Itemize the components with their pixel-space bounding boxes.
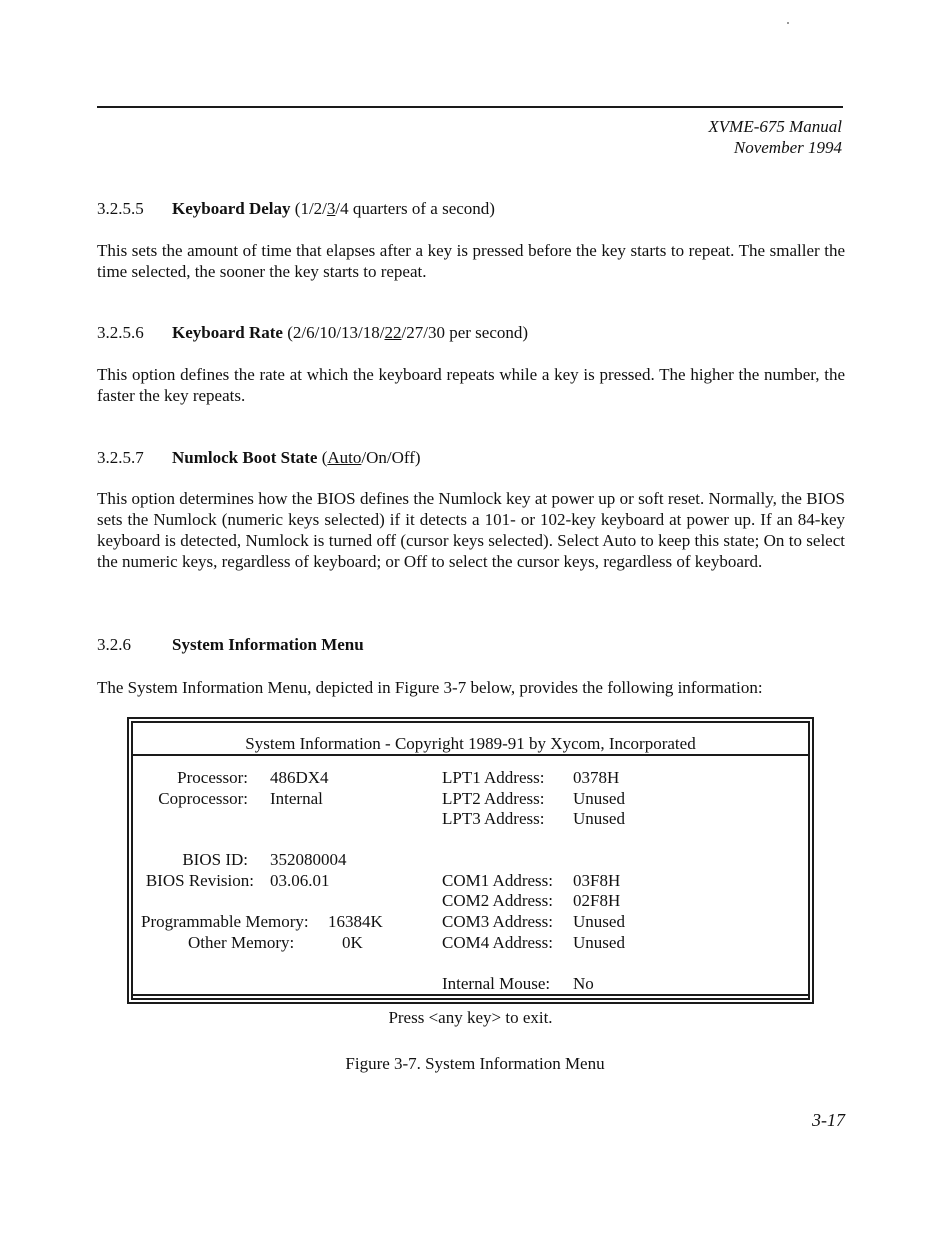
processor-label: Processor: (177, 768, 248, 787)
bios-id-value: 352080004 (270, 850, 347, 869)
figure-caption: Figure 3-7. System Information Menu (345, 1054, 605, 1073)
com2-value: 02F8H (573, 891, 621, 910)
coprocessor-value: Internal (270, 789, 323, 808)
figure-footer-divider (131, 994, 810, 996)
coprocessor-label: Coprocessor: (158, 789, 248, 808)
programmable-memory-label: Programmable Memory: (141, 912, 309, 931)
com3-label: COM3 Address: (442, 912, 553, 931)
options-pre: ( (321, 448, 328, 467)
section-number: 3.2.5.5 (97, 199, 144, 218)
section-title: Keyboard Rate (172, 323, 283, 342)
scan-speck (787, 22, 789, 24)
section-body-keyboard-rate: This option defines the rate at which the keyboard repeats while a key is pressed. The higher the number, the faster the key repeats. (97, 365, 845, 405)
options-default: 22 (384, 323, 402, 342)
options-post: /On/Off) (361, 448, 421, 467)
com1-label: COM1 Address: (442, 871, 553, 890)
page-number: 3-17 (812, 1110, 845, 1130)
section-number: 3.2.5.7 (97, 448, 144, 467)
com1-value: 03F8H (573, 871, 621, 890)
figure-title-divider (131, 754, 810, 756)
programmable-memory-value: 16384K (328, 912, 383, 931)
internal-mouse-label: Internal Mouse: (442, 974, 551, 993)
figure-title: System Information - Copyright 1989-91 by Xycom, Incorporated (245, 734, 696, 753)
section-title: Keyboard Delay (172, 199, 291, 218)
section-heading-keyboard-rate (97, 323, 528, 343)
processor-value: 486DX4 (270, 768, 329, 787)
options-pre: (2/6/10/13/18/ (287, 323, 385, 342)
other-memory-label: Other Memory: (188, 933, 295, 952)
header-manual-title: XVME-675 Manual (708, 117, 842, 136)
figure-exit-prompt: Press <any key> to exit. (388, 1008, 553, 1027)
options-default: 3 (326, 199, 336, 218)
lpt1-value: 0378H (573, 768, 620, 787)
section-body-system-info: The System Information Menu, depicted in Figure 3-7 below, provides the following information: (97, 678, 763, 697)
com3-value: Unused (573, 912, 625, 931)
section-body-numlock: This option determines how the BIOS defines the Numlock key at power up or soft reset. Normally, the BIOS sets the Numlock (numeric keys selected) if it detects a 101- or 102-key keyboard at power up. If an 84-key keyboard is detected, Numlock is turned off (cursor keys selected). Select Auto to keep this state; On to select the numeric keys, regardless of keyboard; or Off to select the cursor keys, regardless of keyboard. (97, 489, 845, 571)
section-title: System Information Menu (172, 635, 364, 654)
internal-mouse-value: No (573, 974, 594, 993)
com4-label: COM4 Address: (442, 933, 553, 952)
lpt3-label: LPT3 Address: (442, 809, 545, 828)
section-heading-keyboard-delay (97, 199, 495, 219)
header-date: November 1994 (733, 138, 842, 157)
lpt3-value: Unused (573, 809, 625, 828)
header-rule (97, 106, 843, 108)
section-number: 3.2.6 (97, 635, 131, 654)
section-title: Numlock Boot State (172, 448, 318, 467)
com2-label: COM2 Address: (442, 891, 553, 910)
section-body-keyboard-delay: This sets the amount of time that elapses after a key is pressed before the key starts to repeat. The smaller the time selected, the sooner the key starts to repeat. (97, 241, 845, 281)
lpt2-value: Unused (573, 789, 625, 808)
options-default: Auto (327, 448, 362, 467)
com4-value: Unused (573, 933, 625, 952)
section-heading-system-info (97, 635, 364, 655)
bios-id-label: BIOS ID: (182, 850, 248, 869)
lpt2-label: LPT2 Address: (442, 789, 545, 808)
bios-revision-label: BIOS Revision: (145, 871, 254, 890)
bios-revision-value: 03.06.01 (270, 871, 330, 890)
options-post: /27/30 per second) (401, 323, 529, 342)
section-number: 3.2.5.6 (97, 323, 144, 342)
options-post: /4 quarters of a second) (335, 199, 495, 218)
lpt1-label: LPT1 Address: (442, 768, 545, 787)
other-memory-value: 0K (342, 933, 363, 952)
section-heading-numlock (97, 448, 421, 468)
options-pre: (1/2/ (294, 199, 327, 218)
